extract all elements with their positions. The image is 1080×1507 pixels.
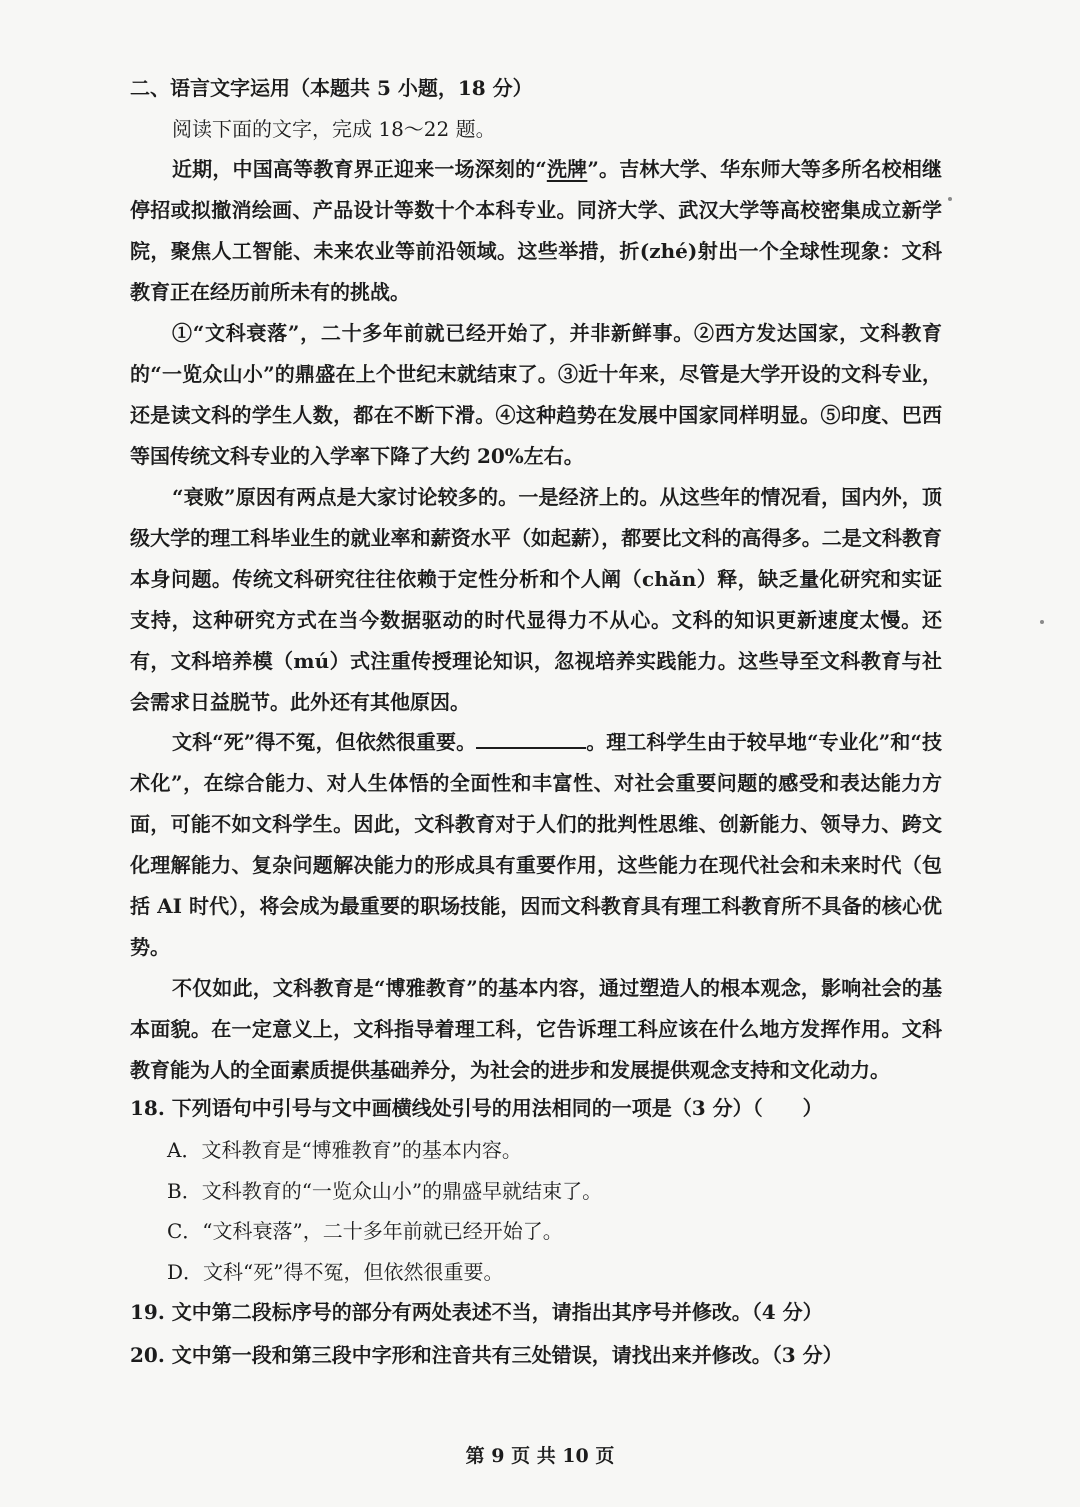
scan-speck — [948, 197, 952, 201]
p1-text-after: ”。吉林大学、华东师大等多所名校相继停招或拟撤消绘画、产品设计等数十个本科专业。同济大学、武汉大学等高校密集成立新学院，聚焦人工智能、未来农业等前沿领域。这些举措，折(zhé)射出一个全球性现象：文科教育正在经历前所未有的挑战。 — [130, 157, 942, 304]
p1-text-before: 近期，中国高等教育界正迎来一场深刻的“ — [172, 157, 547, 181]
scan-speck — [1040, 620, 1044, 624]
question-18: 18. 下列语句中引号与文中画横线处引号的用法相同的一项是（3 分）（ ） — [130, 1096, 823, 1120]
question-20: 20. 文中第一段和第三段中字形和注音共有三处错误，请找出来并修改。（3 分） — [130, 1343, 843, 1367]
passage-paragraph-2: ①“文科衰落”，二十多年前就已经开始了，并非新鲜事。②西方发达国家，文科教育的“一览众山小”的鼎盛在上个世纪末就结束了。③近十年来，尽管是大学开设的文科专业，还是读文科的学生人数，都在不断下滑。④这种趋势在发展中国家同样明显。⑤印度、巴西等国传统文科专业的入学率下降了大约 20%左右。 — [130, 321, 942, 468]
passage-paragraph-5: 不仅如此，文科教育是“博雅教育”的基本内容，通过塑造人的根本观念，影响社会的基本面貌。在一定意义上，文科指导着理工科，它告诉理工科应该在什么地方发挥作用。文科教育能为人的全面素质提供基础养分，为社会的进步和发展提供观念支持和文化动力。 — [130, 976, 942, 1082]
question-19: 19. 文中第二段标序号的部分有两处表述不当，请指出其序号并修改。（4 分） — [130, 1300, 823, 1324]
question-18-option-b: B．文科教育的“一览众山小”的鼎盛早就结束了。 — [167, 1179, 603, 1203]
section-title: 二、语言文字运用（本题共 5 小题，18 分） — [130, 76, 533, 100]
p4-text-after: 。理工科学生由于较早地“专业化”和“技术化”，在综合能力、对人生体悟的全面性和丰富性、对社会重要问题的感受和表达能力方面，可能不如文科学生。因此，文科教育对于人们的批判性思维、创新能力、领导力、跨文化理解能力、复杂问题解决能力的形成具有重要作用，这些能力在现代社会和未来时代（包括 AI 时代），将会成为最重要的职场技能，因而文科教育具有理工科教育所不具备的核心优势。 — [130, 730, 942, 959]
fill-in-blank — [476, 725, 586, 749]
reading-instruction: 阅读下面的文字，完成 18～22 题。 — [172, 117, 496, 141]
passage-paragraph-3: “衰败”原因有两点是大家讨论较多的。一是经济上的。从这些年的情况看，国内外，顶级大学的理工科毕业生的就业率和薪资水平（如起薪），都要比文科的高得多。二是文科教育本身问题。传统文科研究往往依赖于定性分析和个人阐（chǎn）释，缺乏量化研究和实证支持，这种研究方式在当今数据驱动的时代显得力不从心。文科的知识更新速度太慢。还有，文科培养模（mú）式注重传授理论知识，忽视培养实践能力。这些导至文科教育与社会需求日益脱节。此外还有其他原因。 — [130, 485, 942, 714]
question-18-option-c: C．“文科衰落”，二十多年前就已经开始了。 — [167, 1219, 563, 1243]
passage-paragraph-1 — [130, 149, 942, 313]
question-18-option-a: A．文科教育是“博雅教育”的基本内容。 — [167, 1138, 522, 1162]
passage-paragraph-4 — [130, 722, 942, 968]
underlined-word: 洗牌 — [546, 157, 588, 181]
question-18-option-d: D．文科“死”得不冤，但依然很重要。 — [167, 1260, 504, 1284]
p4-text-before: 文科“死”得不冤，但依然很重要。 — [172, 730, 477, 754]
page-number: 第 9 页 共 10 页 — [465, 1445, 615, 1467]
